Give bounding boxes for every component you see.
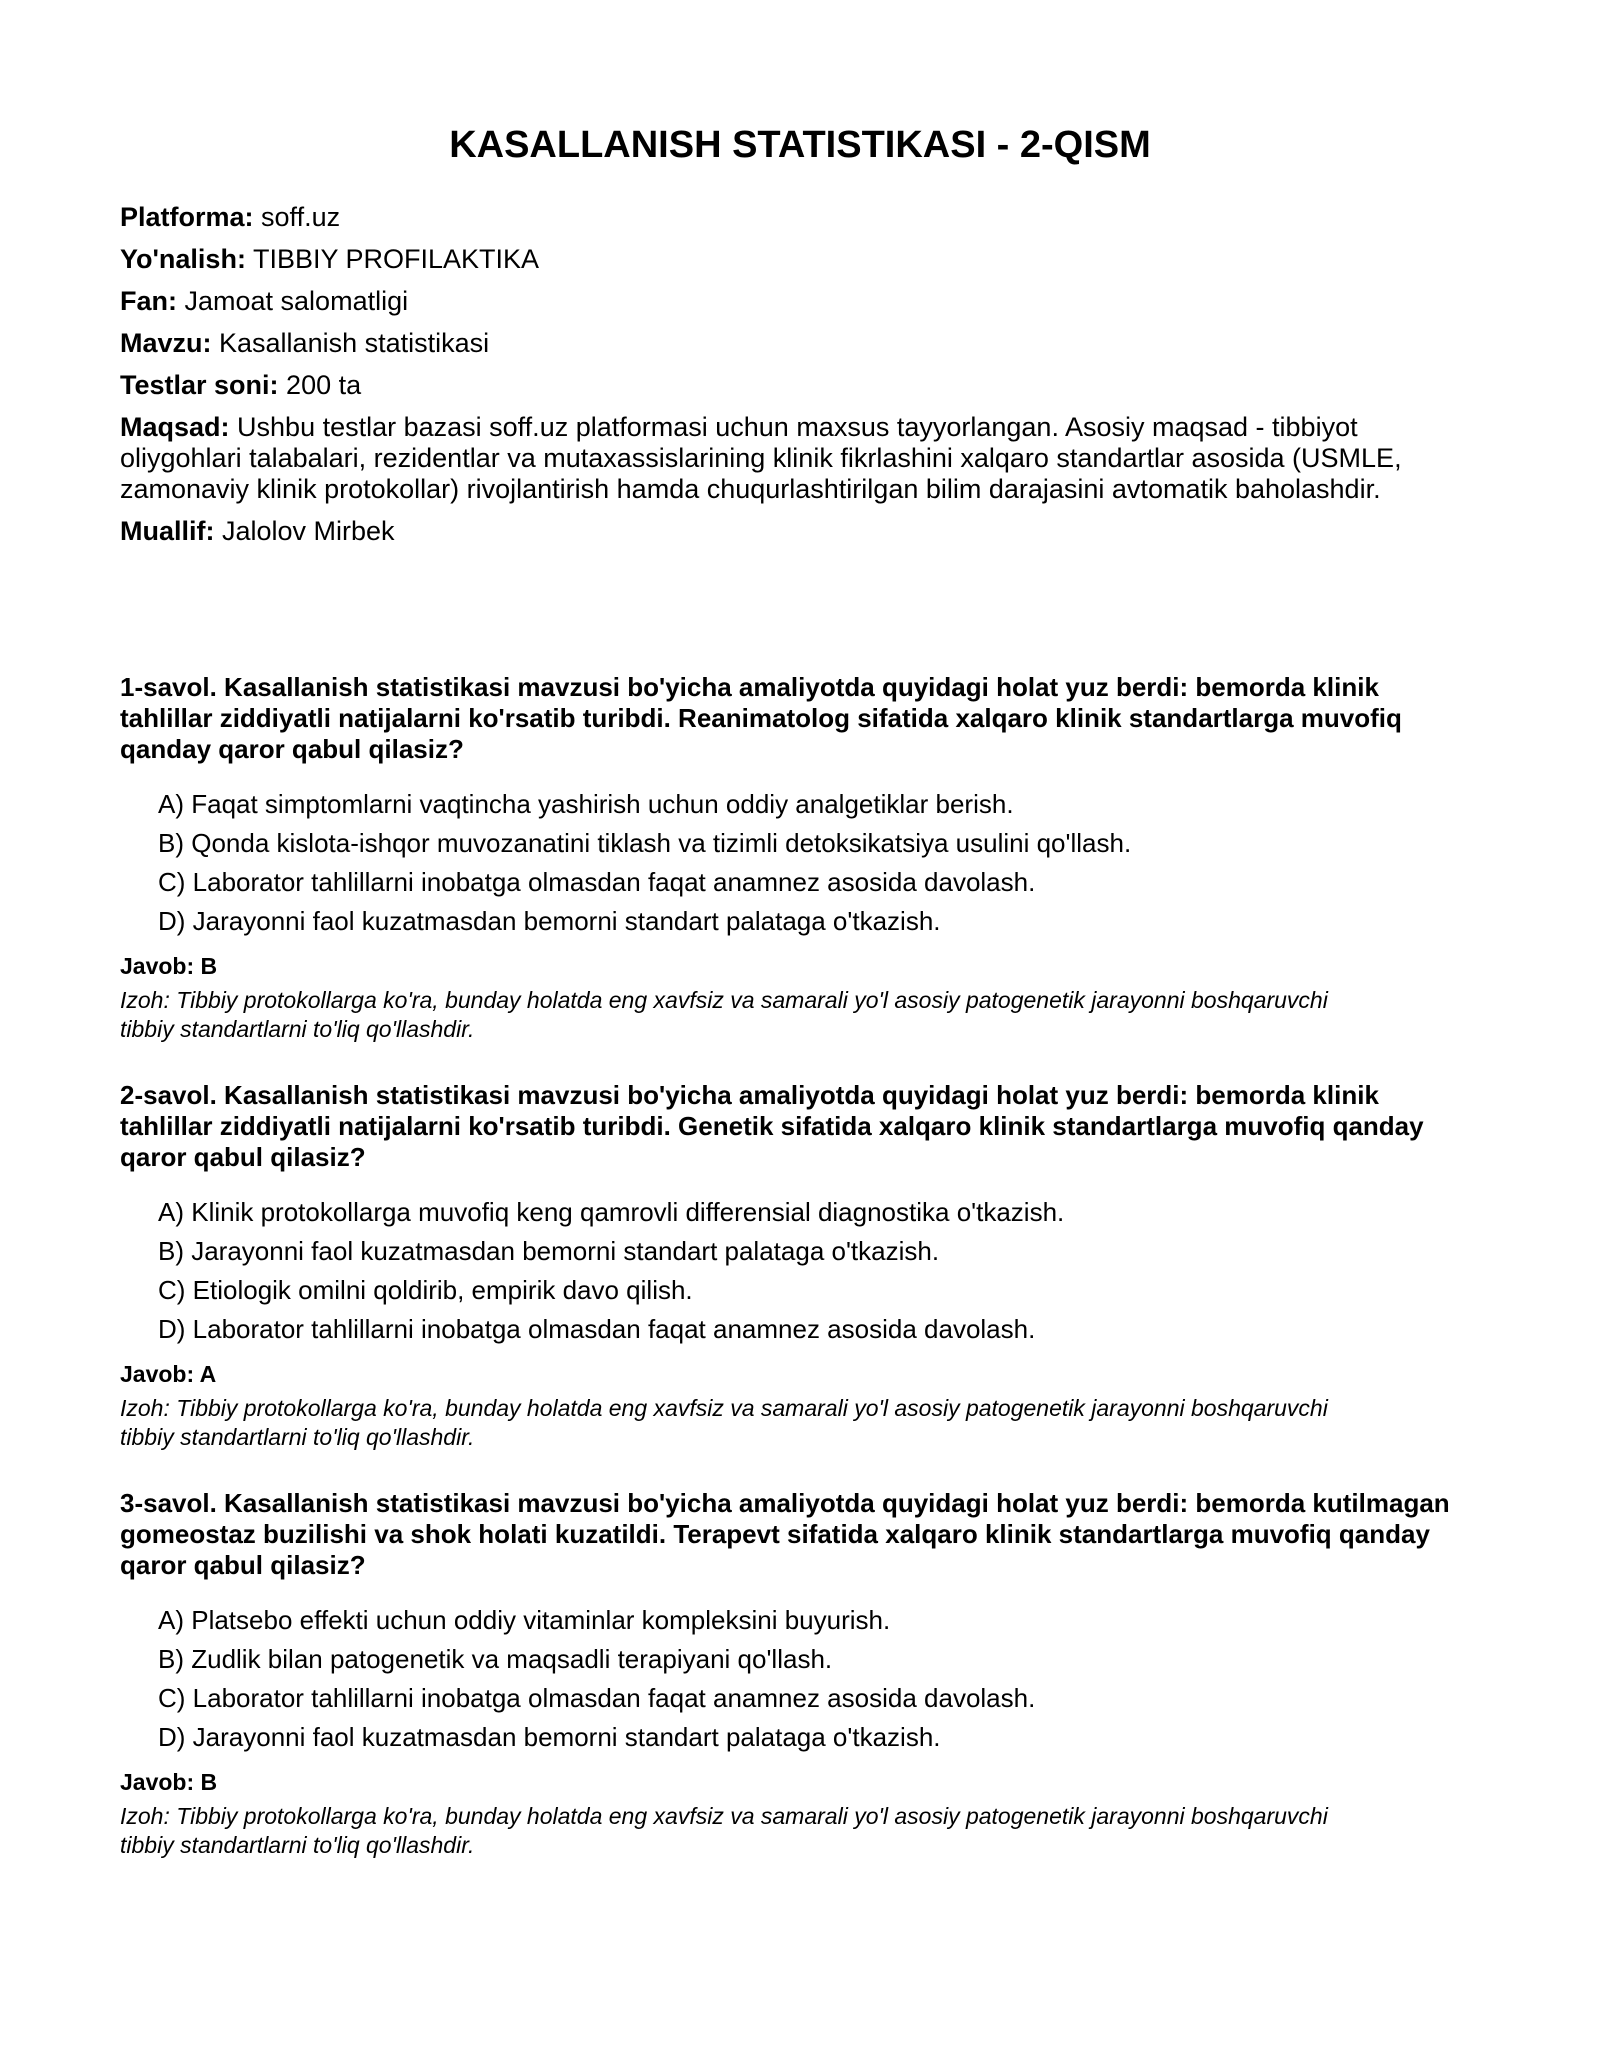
- question-1: [120, 672, 1450, 1080]
- meta-key: Fan:: [120, 286, 177, 316]
- meta-key: Testlar soni:: [120, 370, 279, 400]
- option-a: A) Klinik protokollarga muvofiq keng qamrovli differensial diagnostika o'tkazish.: [158, 1197, 1065, 1227]
- page-title: KASALLANISH STATISTIKASI - 2-QISM: [449, 124, 1151, 166]
- meta-purpose: [120, 412, 1450, 505]
- meta-value: 200 ta: [278, 370, 362, 400]
- explanation: Izoh: Tibbiy protokollarga ko'ra, bunday holatda eng xavfsiz va samarali yo'l asosiy patogenetik jarayonni boshqaruvchi tibbiy standartlarni to'liq qo'llashdir.: [120, 1803, 1328, 1858]
- meta-value: Ushbu testlar bazasi soff.uz platformasi uchun maxsus tayyorlangan. Asosiy maqsad - tibbiyot oliygohlari talabalari, rezidentlar va mutaxassislarining klinik fikrlashini xalqaro standartlar asosida (USMLE, zamonaviy klinik protokollar) rivojlantirish hamda chuqurlashtirilgan bilim darajasini avtomatik baholashdir.: [120, 412, 1402, 504]
- answer: Javob: A: [120, 1361, 217, 1387]
- option-a: A) Faqat simptomlarni vaqtincha yashirish uchun oddiy analgetiklar berish.: [158, 789, 1014, 819]
- option-b: B) Zudlik bilan patogenetik va maqsadli terapiyani qo'llash.: [158, 1644, 833, 1674]
- option-b: B) Qonda kislota-ishqor muvozanatini tiklash va tizimli detoksikatsiya usulini qo'llash.: [158, 828, 1132, 858]
- meta-value: Kasallanish statistikasi: [211, 328, 490, 358]
- option-list: [158, 1601, 1450, 1757]
- question-text: 2-savol. Kasallanish statistikasi mavzusi bo'yicha amaliyotda quyidagi holat yuz berdi: bemorda klinik tahlillar ziddiyatli natijalarni ko'rsatib turibdi. Genetik sifatida xalqaro klinik standartlarga muvofiq qanday qaror qabul qilasiz?: [120, 1080, 1424, 1172]
- question-2: [120, 1080, 1450, 1488]
- meta-key: Yo'nalish:: [120, 244, 246, 274]
- meta-key: Muallif:: [120, 516, 215, 546]
- meta-key: Platforma:: [120, 202, 254, 232]
- question-list: [120, 672, 1450, 1896]
- option-c: C) Laborator tahlillarni inobatga olmasdan faqat anamnez asosida davolash.: [158, 867, 1036, 897]
- question-text: 1-savol. Kasallanish statistikasi mavzusi bo'yicha amaliyotda quyidagi holat yuz berdi: bemorda klinik tahlillar ziddiyatli natijalarni ko'rsatib turibdi. Reanimatolog sifatida xalqaro klinik standartlarga muvofiq qanday qaror qabul qilasiz?: [120, 672, 1402, 764]
- meta-direction: [120, 244, 1450, 275]
- option-c: C) Etiologik omilni qoldirib, empirik davo qilish.: [158, 1275, 693, 1305]
- meta-key: Mavzu:: [120, 328, 212, 358]
- meta-value: TIBBIY PROFILAKTIKA: [245, 244, 540, 274]
- meta-value: Jalolov Mirbek: [214, 516, 395, 546]
- option-c: C) Laborator tahlillarni inobatga olmasdan faqat anamnez asosida davolash.: [158, 1683, 1036, 1713]
- meta-key: Maqsad:: [120, 412, 230, 442]
- option-list: [158, 1193, 1450, 1349]
- meta-author: [120, 516, 1450, 547]
- answer: Javob: B: [120, 1769, 218, 1795]
- meta-subject: [120, 286, 1450, 317]
- meta-topic: [120, 328, 1450, 359]
- option-a: A) Platsebo effekti uchun oddiy vitaminlar kompleksini buyurish.: [158, 1605, 891, 1635]
- document-meta: [120, 202, 1450, 558]
- meta-platform: [120, 202, 1450, 233]
- option-d: D) Laborator tahlillarni inobatga olmasdan faqat anamnez asosida davolash.: [158, 1314, 1036, 1344]
- meta-test-count: [120, 370, 1450, 401]
- explanation: Izoh: Tibbiy protokollarga ko'ra, bunday holatda eng xavfsiz va samarali yo'l asosiy patogenetik jarayonni boshqaruvchi tibbiy standartlarni to'liq qo'llashdir.: [120, 1395, 1328, 1450]
- answer: Javob: B: [120, 953, 218, 979]
- question-3: [120, 1488, 1450, 1896]
- option-d: D) Jarayonni faol kuzatmasdan bemorni standart palataga o'tkazish.: [158, 1722, 941, 1752]
- option-b: B) Jarayonni faol kuzatmasdan bemorni standart palataga o'tkazish.: [158, 1236, 940, 1266]
- option-list: [158, 785, 1450, 941]
- meta-value: Jamoat salomatligi: [177, 286, 409, 316]
- question-text: 3-savol. Kasallanish statistikasi mavzusi bo'yicha amaliyotda quyidagi holat yuz berdi: bemorda kutilmagan gomeostaz buzilishi va shok holati kuzatildi. Terapevt sifatida xalqaro klinik standartlarga muvofiq qanday qaror qabul qilasiz?: [120, 1488, 1450, 1580]
- option-d: D) Jarayonni faol kuzatmasdan bemorni standart palataga o'tkazish.: [158, 906, 941, 936]
- explanation: Izoh: Tibbiy protokollarga ko'ra, bunday holatda eng xavfsiz va samarali yo'l asosiy patogenetik jarayonni boshqaruvchi tibbiy standartlarni to'liq qo'llashdir.: [120, 987, 1328, 1042]
- meta-value: soff.uz: [253, 202, 341, 232]
